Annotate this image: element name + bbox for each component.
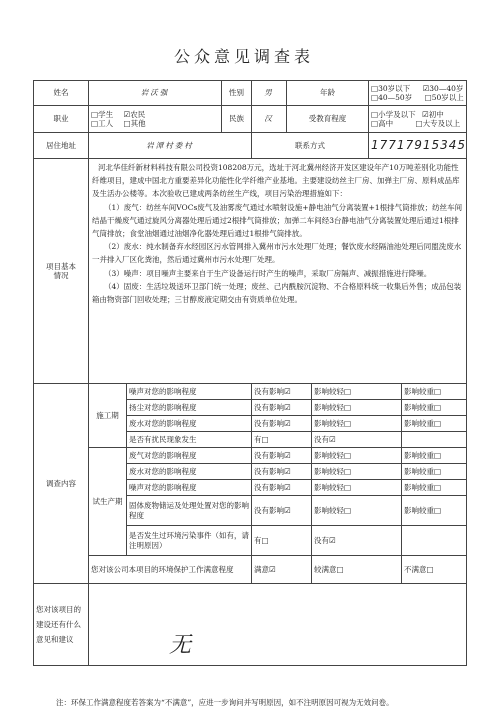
operation-label: 试生产期: [89, 448, 127, 556]
address-label: 居住地址: [34, 133, 89, 159]
survey-row: [34, 384, 467, 400]
age-label: 年龄: [287, 81, 369, 106]
answer-light[interactable]: 影响较轻□: [312, 416, 402, 432]
contact-value[interactable]: 17717915345: [369, 133, 467, 159]
row-project: [34, 159, 467, 384]
answer-empty: [402, 432, 467, 448]
row-job: [34, 106, 467, 133]
job-option[interactable]: ☑农民: [123, 109, 146, 119]
project-label: [34, 159, 89, 384]
survey-question: 噪声对您的影响程度: [127, 480, 252, 496]
job-label: 职业: [34, 106, 89, 133]
project-label-line1: 项目基本: [46, 261, 76, 271]
project-label-line2: 情况: [53, 271, 69, 280]
survey-question: 固体废物储运及处理处置对您的影响程度: [127, 496, 252, 526]
age-option[interactable]: □40—50岁: [371, 93, 413, 102]
project-description: [89, 159, 467, 384]
edu-label: 受教育程度: [287, 106, 369, 133]
answer-heavy[interactable]: 影响较重□: [402, 480, 467, 496]
name-value[interactable]: 岩沃强: [89, 81, 222, 106]
answer-unsatisfied[interactable]: 不满意□: [402, 556, 467, 584]
answer-heavy[interactable]: 影响较重□: [402, 448, 467, 464]
survey-row: [34, 448, 467, 464]
survey-question: 废水对您的影响程度: [127, 464, 252, 480]
row-address: [34, 133, 467, 159]
project-paragraph: （3）噪声：项目噪声主要来自于生产设备运行时产生的噪声，采取厂房隔声、减振措施进行降噪。: [104, 268, 432, 278]
answer-no[interactable]: 没有☑: [312, 432, 402, 448]
edu-option[interactable]: □高中: [371, 119, 394, 128]
construction-label: 施工期: [89, 384, 127, 448]
answer-none[interactable]: 没有影响☑: [252, 384, 312, 400]
answer-light[interactable]: 影响较轻□: [312, 496, 402, 526]
answer-none[interactable]: 没有影响☑: [252, 464, 312, 480]
gender-label: 性别: [222, 81, 252, 106]
survey-question: 废水对您的影响程度: [127, 416, 252, 432]
project-paragraph: （1）废气：纺丝车间VOCs废气及油雾废气通过水喷射设施+静电油气分离装置+1根排气筒排放；纺丝车间结晶干燥废气通过旋风分离器处理后通过2根排气筒排放；加弹二车间经3台静电油气分离装置处理后通过1根排气筒排放；食堂油烟通过油烟净化器处理后通过1根排气筒排放。: [92, 202, 463, 239]
answer-light[interactable]: 影响较轻□: [312, 400, 402, 416]
job-option[interactable]: □工人: [91, 119, 114, 128]
gender-value[interactable]: 男: [252, 81, 287, 106]
answer-no[interactable]: 没有☑: [312, 526, 402, 556]
answer-none[interactable]: 没有影响☑: [252, 480, 312, 496]
age-option[interactable]: ☑30—40岁: [422, 83, 464, 93]
answer-heavy[interactable]: 影响较重□: [402, 416, 467, 432]
page-title: 公众意见调查表: [173, 47, 314, 66]
suggestion-row: [34, 584, 467, 666]
survey-question: 废气对您的影响程度: [127, 448, 252, 464]
satisfaction-question: 您对该公司本项目的环境保护工作满意程度: [89, 556, 252, 584]
suggestion-label: 您对该项目的建设还有什么意见和建议: [34, 584, 89, 666]
project-paragraph: 河北华佳纤新材料科技有限公司投资108208万元，选址于河北冀州经济开发区建设年产10万吨差别化功能性纤维项目，建成中国北方重要差异化功能性化学纤维产业基地。主要建设纺丝主厂房、加弹主厂房、原料成品库及生活办公楼等。本次验收已建成两条纺丝生产线，项目污染治理措施如下：: [92, 163, 460, 199]
answer-none[interactable]: 没有影响☑: [252, 416, 312, 432]
suggestion-text: 无: [169, 632, 192, 658]
age-option[interactable]: □50岁以上: [424, 93, 464, 102]
suggestion-value[interactable]: [89, 584, 467, 666]
ethnic-label: 民族: [222, 106, 252, 133]
project-paragraph: （2）废水：纯水制备弃水经园区污水管网排入冀州市污水处理厂处理；餐饮废水经隔油池处理后同盥洗废水一并排入厂区化粪池，然后通过冀州市污水处理厂处理。: [92, 242, 462, 265]
answer-light[interactable]: 影响较轻□: [312, 464, 402, 480]
age-options[interactable]: [369, 81, 467, 106]
survey-question: 是否有扰民现象发生: [127, 432, 252, 448]
name-label: 姓名: [34, 81, 89, 106]
answer-heavy[interactable]: 影响较重□: [402, 496, 467, 526]
contact-label: 联系方式: [252, 133, 369, 159]
answer-light[interactable]: 影响较轻□: [312, 448, 402, 464]
answer-none[interactable]: 没有影响☑: [252, 400, 312, 416]
ethnic-value[interactable]: 汉: [252, 106, 287, 133]
answer-empty: [402, 526, 467, 556]
project-paragraph: （4）固废：生活垃圾送环卫部门统一处理；废丝、己内酰胺沉淀物、不合格原料统一收集后外售；成品包装箱由物资部门回收处理；三甘醇废液定期交由有资质单位处理。: [92, 281, 462, 305]
edu-option[interactable]: □小学及以下: [371, 109, 416, 119]
survey-form: [33, 80, 467, 666]
row-name: [34, 81, 467, 106]
address-value[interactable]: 岩潭村委村: [89, 133, 252, 159]
survey-label: 调查内容: [34, 384, 89, 584]
answer-heavy[interactable]: 影响较重□: [402, 464, 467, 480]
edu-option[interactable]: ☑初中: [422, 109, 444, 119]
answer-heavy[interactable]: 影响较重□: [402, 400, 467, 416]
job-option[interactable]: □学生: [91, 109, 114, 119]
answer-fairly-satisfied[interactable]: 较满意□: [312, 556, 402, 584]
answer-none[interactable]: 没有影响☑: [252, 496, 312, 526]
survey-question: 扬尘对您的影响程度: [127, 400, 252, 416]
edu-options[interactable]: [369, 106, 467, 133]
job-option[interactable]: □其他: [123, 119, 146, 128]
footnote: 注：环保工作满意程度若答案为“不满意”，应进一步询问并写明原因，如不注明原因可视为无效问卷。: [56, 698, 394, 707]
survey-question: 是否发生过环境污染事件（如有，请注明原因）: [127, 526, 252, 556]
answer-light[interactable]: 影响较轻□: [312, 384, 402, 400]
survey-question: 噪声对您的影响程度: [127, 384, 252, 400]
job-options[interactable]: [89, 106, 222, 133]
answer-satisfied[interactable]: 满意☑: [252, 556, 312, 584]
age-option[interactable]: □30岁以下: [371, 83, 411, 93]
answer-light[interactable]: 影响较轻□: [312, 480, 402, 496]
answer-yes[interactable]: 有□: [252, 526, 312, 556]
answer-heavy[interactable]: 影响较重□: [402, 384, 467, 400]
satisfaction-row: [34, 556, 467, 584]
answer-yes[interactable]: 有□: [252, 432, 312, 448]
edu-option[interactable]: □大专及以上: [415, 119, 461, 128]
answer-none[interactable]: 没有影响☑: [252, 448, 312, 464]
